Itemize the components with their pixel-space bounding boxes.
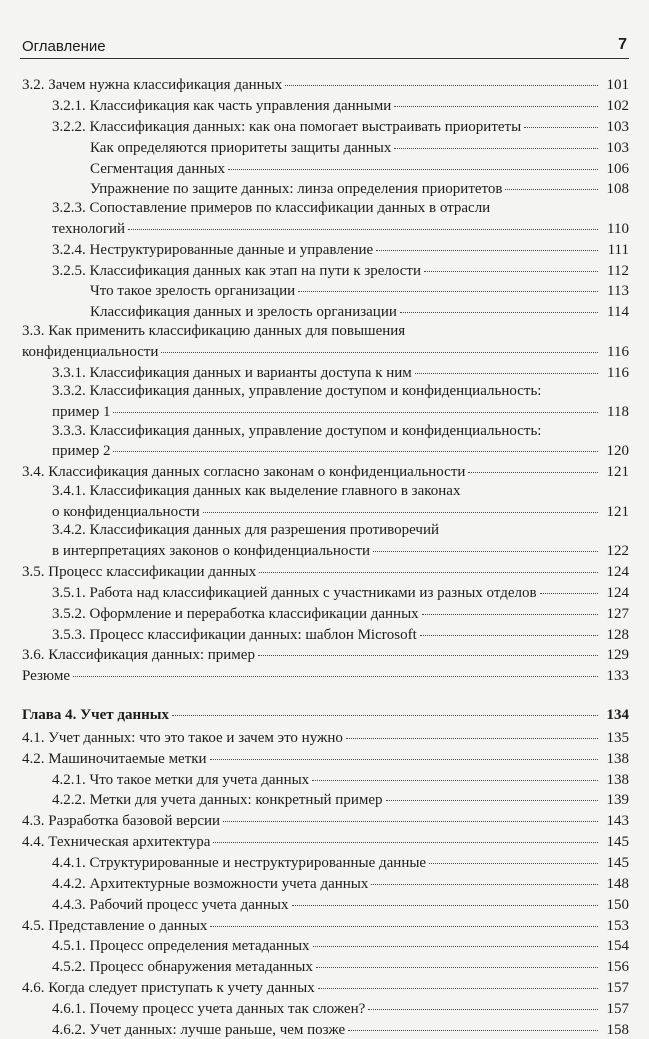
toc-entry — [20, 1018, 629, 1039]
toc-page-number: 139 — [606, 792, 629, 809]
toc-page-number: 156 — [606, 959, 629, 976]
toc-entry — [20, 301, 629, 322]
toc-entry-title-line: 3.3. Как применить классификацию данных для повышения — [22, 322, 406, 339]
dot-leader — [258, 641, 598, 656]
toc-entry — [20, 561, 629, 582]
toc-entry-title: 3.6. Классификация данных: пример — [22, 647, 255, 664]
toc-entry — [20, 665, 629, 686]
toc-entry-title: 3.2.4. Неструктурированные данные и управление — [52, 241, 374, 258]
toc-page-number: 110 — [607, 220, 629, 237]
toc-entry-title: 3.3.1. Классификация данных и варианты доступа к ним — [52, 364, 412, 381]
dot-leader — [346, 724, 598, 739]
toc-chapter-entry — [20, 704, 629, 725]
toc-entry-title: 3.2.1. Классификация как часть управления данными — [52, 98, 392, 115]
dot-leader — [228, 154, 598, 169]
toc-entry-title: 3.2.5. Классификация данных как этап на пути к зрелости — [52, 262, 422, 279]
toc-page-number: 111 — [607, 241, 629, 258]
toc-page-number: 153 — [606, 917, 629, 934]
toc-entry-title: Что такое зрелость организации — [90, 283, 296, 300]
toc-entry-title: 4.2. Машиночитаемые метки — [22, 750, 207, 767]
dot-leader — [316, 953, 598, 968]
toc-page-number: 133 — [606, 668, 629, 685]
toc-page-number: 103 — [606, 139, 629, 156]
toc-entry-title: 4.2.2. Метки для учета данных: конкретный пример — [52, 792, 383, 809]
toc-page-number: 129 — [606, 647, 629, 664]
toc-entry-title-line: 3.4.1. Классификация данных как выделение главного в законах — [52, 482, 461, 499]
toc-page-number: 148 — [606, 875, 629, 892]
toc-page-number: 157 — [606, 1000, 629, 1017]
dot-leader — [524, 113, 598, 128]
toc-entry-title: технологий — [52, 220, 126, 237]
toc-page-number: 112 — [607, 262, 629, 279]
toc-entry-title: о конфиденциальности — [52, 503, 200, 520]
dot-leader — [113, 398, 598, 413]
toc-entry-title-line: 3.4.2. Классификация данных для разрешения противоречий — [52, 522, 440, 539]
toc-page-number: 120 — [606, 443, 629, 460]
toc-page-number: 138 — [606, 750, 629, 767]
toc-entry — [20, 461, 629, 482]
toc-page-number: 134 — [606, 707, 629, 724]
toc-page-number: 116 — [607, 364, 629, 381]
toc-entry-title: 4.4. Техническая архитектура — [22, 834, 211, 851]
toc-page-number: 121 — [606, 464, 629, 481]
toc-entry-title: 4.4.1. Структурированные и неструктурированные данные — [52, 854, 427, 871]
dot-leader — [223, 807, 598, 822]
toc-entry-title: Как определяются приоритеты защиты данных — [90, 139, 392, 156]
dot-leader — [424, 256, 598, 271]
dot-leader — [113, 437, 598, 452]
toc-entry-title: 4.6.1. Почему процесс учета данных так сложен? — [52, 1000, 366, 1017]
toc-entry-title: 3.5.1. Работа над классификацией данных с участниками из разных отделов — [52, 584, 537, 601]
toc-page-number: 114 — [607, 304, 629, 321]
running-header — [20, 36, 629, 59]
toc-entry-title: 3.2. Зачем нужна классификация данных — [22, 77, 283, 94]
toc-page-number: 145 — [606, 834, 629, 851]
toc-entry-title: 4.5.1. Процесс определения метаданных — [52, 938, 310, 955]
toc-entry-title: Резюме — [22, 668, 71, 685]
toc-page-number: 128 — [606, 626, 629, 643]
dot-leader — [128, 215, 598, 230]
toc-page-number: 121 — [606, 503, 629, 520]
toc-page-number: 102 — [606, 98, 629, 115]
toc-entry — [20, 382, 629, 421]
toc-page-number: 101 — [606, 77, 629, 94]
toc-entry-title: 3.5.2. Оформление и переработка классификации данных — [52, 605, 419, 622]
dot-leader — [505, 175, 598, 190]
toc-entry-title: 4.3. Разработка базовой версии — [22, 813, 221, 830]
dot-leader — [540, 579, 598, 594]
dot-leader — [415, 358, 598, 373]
toc-entry-title: Глава 4. Учет данных — [22, 707, 169, 724]
toc-entry-title: 4.6.2. Учет данных: лучше раньше, чем позже — [52, 1021, 346, 1038]
header-title: Оглавление — [22, 38, 106, 55]
toc-page-number: 158 — [606, 1021, 629, 1038]
dot-leader — [429, 849, 598, 864]
dot-leader — [210, 745, 598, 760]
dot-leader — [210, 911, 598, 926]
toc-page-number: 122 — [606, 543, 629, 560]
toc-entry — [20, 361, 629, 382]
toc-page-number: 145 — [606, 854, 629, 871]
toc-page-number: 106 — [606, 160, 629, 177]
toc-entry-title: 3.5.3. Процесс классификации данных: шаблон Microsoft — [52, 626, 417, 643]
toc-entry-title-line: 3.3.3. Классификация данных, управление доступом и конфиденциальность: — [52, 422, 542, 439]
toc-page-number: 138 — [606, 771, 629, 788]
toc-page-number: 154 — [606, 938, 629, 955]
dot-leader — [368, 995, 598, 1010]
dot-leader — [386, 786, 598, 801]
dot-leader — [172, 701, 598, 716]
dot-leader — [394, 134, 598, 149]
toc-entry-title-line: 3.2.3. Сопоставление примеров по классификации данных в отрасли — [52, 200, 491, 217]
dot-leader — [422, 599, 598, 614]
toc-page-number: 116 — [607, 343, 629, 360]
toc-entry-title: 3.4. Классификация данных согласно законам о конфиденциальности — [22, 464, 466, 481]
toc-entry — [20, 322, 629, 361]
toc-entry — [20, 199, 629, 238]
toc-page-number: 113 — [607, 283, 629, 300]
dot-leader — [376, 236, 598, 251]
header-page-number: 7 — [618, 36, 627, 53]
dot-leader — [468, 458, 598, 473]
toc-entry-title-line: 3.3.2. Классификация данных, управление доступом и конфиденциальность: — [52, 383, 542, 400]
toc-entry-title: в интерпретациях законов о конфиденциальности — [52, 543, 371, 560]
dot-leader — [373, 537, 598, 552]
dot-leader — [318, 974, 598, 989]
toc-page-number: 135 — [606, 729, 629, 746]
dot-leader — [285, 71, 598, 86]
toc-entry-title: 4.6. Когда следует приступать к учету данных — [22, 980, 315, 997]
toc-entry-title: 3.5. Процесс классификации данных — [22, 564, 257, 580]
toc-entry-title: 4.4.2. Архитектурные возможности учета данных — [52, 875, 369, 892]
dot-leader — [298, 277, 598, 292]
dot-leader — [292, 890, 598, 905]
toc-entry-title: 4.5. Представление о данных — [22, 917, 208, 934]
toc-entry — [20, 482, 629, 521]
toc-entry-title: 4.5.2. Процесс обнаружения метаданных — [52, 959, 313, 976]
dot-leader — [400, 298, 598, 313]
dot-leader — [312, 765, 598, 780]
toc-entry-title: 4.1. Учет данных: что это такое и зачем это нужно — [22, 729, 343, 746]
toc-entry — [20, 521, 629, 560]
dot-leader — [394, 92, 598, 107]
toc-entry-title: 4.4.3. Рабочий процесс учета данных — [52, 896, 289, 913]
toc-page-number: 103 — [606, 118, 629, 135]
dot-leader — [161, 337, 598, 352]
toc-entry-title: Сегментация данных — [90, 160, 225, 177]
toc-entry-title: пример 2 — [52, 443, 111, 460]
dot-leader — [259, 558, 598, 573]
toc-page-number: 124 — [606, 564, 629, 580]
dot-leader — [420, 620, 598, 635]
dot-leader — [213, 828, 598, 843]
toc-page-number: 143 — [606, 813, 629, 830]
dot-leader — [348, 1015, 598, 1030]
toc-page-number: 108 — [606, 181, 629, 198]
toc-entry — [20, 422, 629, 461]
dot-leader — [313, 932, 598, 947]
toc-entry-title: конфиденциальности — [22, 343, 159, 360]
toc-entry-title: Классификация данных и зрелость организации — [90, 304, 397, 321]
toc-entry-title: пример 1 — [52, 404, 111, 420]
toc-page-number: 127 — [606, 605, 629, 622]
toc-page-number: 124 — [606, 584, 629, 601]
table-of-contents — [20, 74, 629, 1039]
toc-page-number: 157 — [606, 980, 629, 997]
dot-leader — [73, 662, 598, 677]
dot-leader — [203, 497, 598, 512]
toc-entry-title: Упражнение по защите данных: линза определения приоритетов — [90, 181, 503, 198]
toc-entry — [20, 178, 629, 199]
toc-page-number: 118 — [607, 404, 629, 420]
toc-entry-title: 3.2.2. Классификация данных: как она помогает выстраивать приоритеты — [52, 118, 522, 135]
toc-entry-title: 4.2.1. Что такое метки для учета данных — [52, 771, 310, 788]
dot-leader — [371, 870, 598, 885]
toc-page-number: 150 — [606, 896, 629, 913]
